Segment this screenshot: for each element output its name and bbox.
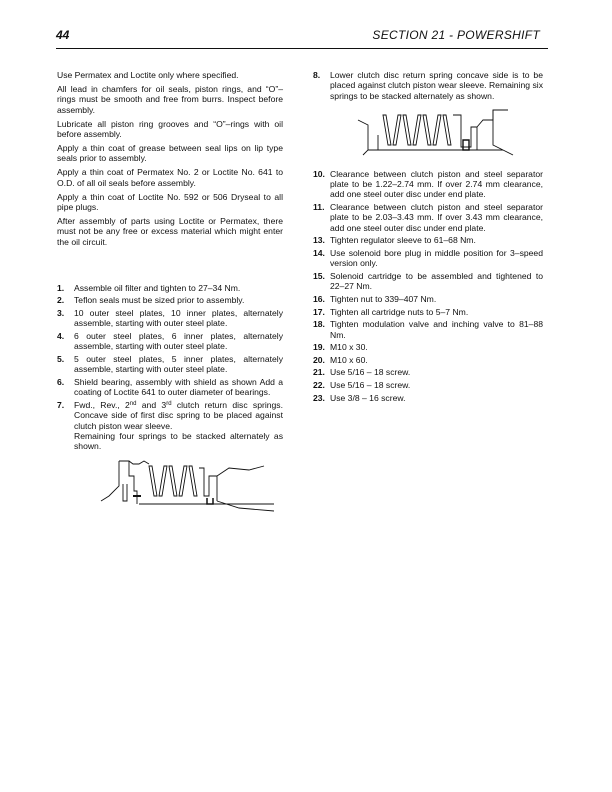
page-header <box>56 28 548 49</box>
spring-stack-figure-left <box>57 456 283 518</box>
list-item: 10. Clearance between clutch piston and steel separator plate to be 1.22–2.74 mm. If over 2.74 mm clearance, add one steel outer disc under end plate. <box>313 168 543 200</box>
list-item-8: 8. Lower clutch disc return spring concave side is to be placed against clutch piston wear sleeve. Remaining six springs to be stacked alternately as shown. <box>313 70 543 101</box>
list-item: 19. M10 x 30. <box>313 342 368 353</box>
list-item: 21. Use 5/16 – 18 screw. <box>313 367 411 378</box>
list-item: 15. Solenoid cartridge to be assembled and tightened to 22–27 Nm. <box>313 271 543 292</box>
list-item: 22. Use 5/16 – 18 screw. <box>313 380 411 390</box>
list-item: 17. Tighten all cartridge nuts to 5–7 Nm. <box>313 306 469 317</box>
intro-note: All lead in chamfers for oil seals, piston rings, and “O”–rings must be smooth and free from burrs. Inspect before assembly. <box>57 83 283 115</box>
section-title: SECTION 21 - POWERSHIFT <box>372 28 540 42</box>
list-item: 5. 5 outer steel plates, 5 inner plates, alternately assemble, starting with outer steel plate. <box>57 353 283 375</box>
list-item: 4. 6 outer steel plates, 6 inner plates, alternately assemble, starting with outer steel plate. <box>57 330 283 352</box>
list-item: 18. Tighten modulation valve and inching valve to 81–88 Nm. <box>313 319 543 340</box>
intro-note: Use Permatex and Loctite only where specified. <box>57 70 239 80</box>
list-item-7: 7. Fwd., Rev., 2nd and 3rd clutch return disc springs. Concave side of first disc spring to be placed against clutch piston wear sleeve. Remaining four springs to be stacked alternately as shown. <box>57 399 283 452</box>
list-item: 1. Assemble oil filter and tighten to 27–34 Nm. <box>57 282 241 293</box>
list-item: 16. Tighten nut to 339–407 Nm. <box>313 294 437 305</box>
list-item: 6. Shield bearing, assembly with shield as shown Add a coating of Loctite 641 to outer diameter of bearings. <box>57 376 283 398</box>
list-item: 14. Use solenoid bore plug in middle position for 3–speed version only. <box>313 248 543 269</box>
intro-note: Apply a thin coat of grease between seal lips on lip type seals prior to assembly. <box>57 142 283 164</box>
list-item: 11. Clearance between clutch piston and steel separator plate to be 2.03–3.43 mm. If over 3.43 mm clearance, add one steel outer disc under end plate. <box>313 202 543 233</box>
intro-note: Apply a thin coat of Permatex No. 2 or Loctite No. 641 to O.D. of all oil seals before assembly. <box>57 167 283 188</box>
spring-stack-figure-right <box>313 105 543 162</box>
list-item: 20. M10 x 60. <box>313 354 368 365</box>
intro-note: Lubricate all piston ring grooves and “O”–rings with oil before assembly. <box>57 118 283 140</box>
intro-note: Apply a thin coat of Loctite No. 592 or 506 Dryseal to all pipe plugs. <box>57 191 283 212</box>
list-item: 2. Teflon seals must be sized prior to assembly. <box>57 295 245 306</box>
list-item: 23. Use 3/8 – 16 screw. <box>313 392 406 403</box>
page-number: 44 <box>56 28 70 42</box>
intro-note: After assembly of parts using Loctite or Permatex, there must not be any free or excess material which might enter the oil circuit. <box>57 215 283 247</box>
right-column <box>313 70 543 405</box>
list-item: 3. 10 outer steel plates, 10 inner plates, alternately assemble, starting with outer steel plate. <box>57 307 283 329</box>
left-column <box>57 70 283 524</box>
list-item: 13. Tighten regulator sleeve to 61–68 Nm. <box>313 235 476 246</box>
